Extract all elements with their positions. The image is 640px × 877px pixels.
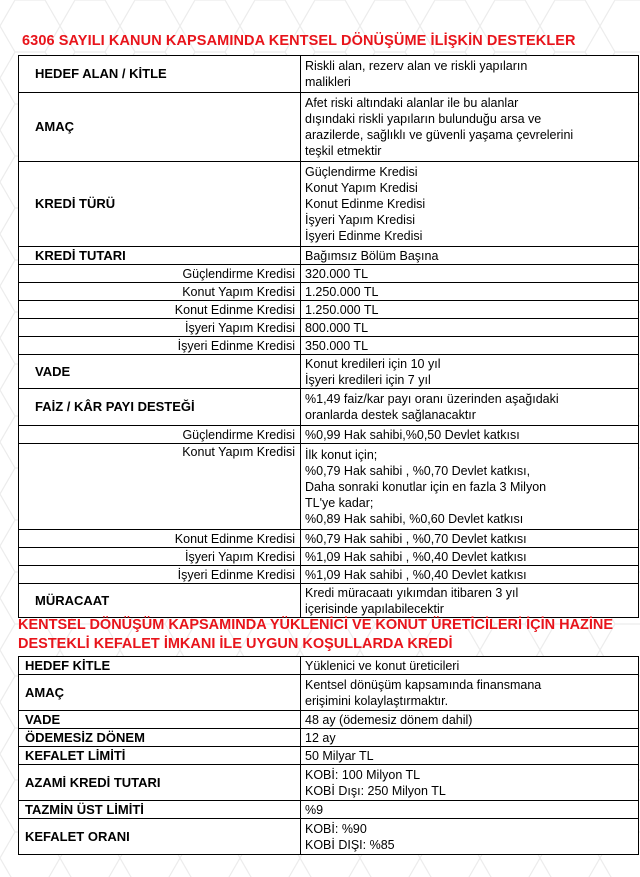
amount-value-konut-edinme: 1.250.000 TL [301, 301, 639, 319]
row-value-muracaat: Kredi müracaatı yıkımdan itibaren 3 yıl içerisinde yapılabilecektir [301, 584, 639, 618]
table-row [19, 729, 639, 747]
row-label-hedef-alan: HEDEF ALAN / KİTLE [19, 56, 301, 93]
rate-value-guclendirme: %0,99 Hak sahibi,%0,50 Devlet katkısı [301, 426, 639, 444]
table-row [19, 319, 639, 337]
amount-value-isyeri-yapim: 800.000 TL [301, 319, 639, 337]
rate-value-isyeri-edinme: %1,09 Hak sahibi , %0,40 Devlet katkısı [301, 566, 639, 584]
rate-value-konut-edinme: %0,79 Hak sahibi , %0,70 Devlet katkısı [301, 530, 639, 548]
table-row [19, 819, 639, 855]
row-value-amac: Afet riski altındaki alanlar ile bu alanlar dışındaki riskli yapıların bulunduğu arsa ve arazilerde, sağlıklı ve güvenli yaşama çevrelerini teşkil etmektir [301, 93, 639, 162]
row-value-faiz: %1,49 faiz/kar payı oranı üzerinden aşağıdaki oranlarda destek sağlanacaktır [301, 389, 639, 426]
amount-value-guclendirme: 320.000 TL [301, 265, 639, 283]
rate-value-isyeri-yapim: %1,09 Hak sahibi , %0,40 Devlet katkısı [301, 548, 639, 566]
rate-label-isyeri-edinme: İşyeri Edinme Kredisi [19, 566, 301, 584]
amount-label-konut-yapim: Konut Yapım Kredisi [19, 283, 301, 301]
rate-value-konut-yapim: İlk konut için; %0,79 Hak sahibi , %0,70 Devlet katkısı, Daha sonraki konutlar için en fazla 3 Milyon TL'ye kadar; %0,89 Hak sahibi, %0,60 Devlet katkısı [301, 444, 639, 530]
row-label-hedef-kitle: HEDEF KİTLE [19, 657, 301, 675]
row-label-kefalet-limit: KEFALET LİMİTİ [19, 747, 301, 765]
row-label-azami: AZAMİ KREDİ TUTARI [19, 765, 301, 801]
table-row [19, 657, 639, 675]
table-row [19, 337, 639, 355]
row-label-kredi-turu: KREDİ TÜRÜ [19, 162, 301, 247]
table-row [19, 711, 639, 729]
table-row [19, 56, 639, 93]
row-label-amac-2: AMAÇ [19, 675, 301, 711]
row-label-muracaat: MÜRACAAT [19, 584, 301, 618]
row-value-kefalet-limit: 50 Milyar TL [301, 747, 639, 765]
amount-value-isyeri-edinme: 350.000 TL [301, 337, 639, 355]
table-row [19, 265, 639, 283]
table-row [19, 301, 639, 319]
section-title-6306: 6306 SAYILI KANUN KAPSAMINDA KENTSEL DÖNÜŞÜME İLİŞKİN DESTEKLER [22, 33, 576, 49]
table-row [19, 283, 639, 301]
row-label-kredi-tutari: KREDİ TUTARI [19, 247, 301, 265]
table-row [19, 530, 639, 548]
row-value-hedef-kitle: Yüklenici ve konut üreticileri [301, 657, 639, 675]
row-value-odemesiz: 12 ay [301, 729, 639, 747]
amount-label-konut-edinme: Konut Edinme Kredisi [19, 301, 301, 319]
row-label-odemesiz: ÖDEMESİZ DÖNEM [19, 729, 301, 747]
row-value-azami: KOBİ: 100 Milyon TL KOBİ Dışı: 250 Milyon TL [301, 765, 639, 801]
row-value-hedef-alan: Riskli alan, rezerv alan ve riskli yapıların malikleri [301, 56, 639, 93]
table-row [19, 801, 639, 819]
table-row [19, 93, 639, 162]
rate-label-isyeri-yapim: İşyeri Yapım Kredisi [19, 548, 301, 566]
table-row [19, 765, 639, 801]
rate-label-konut-edinme: Konut Edinme Kredisi [19, 530, 301, 548]
table-row [19, 675, 639, 711]
table-row [19, 162, 639, 247]
row-value-vade: Konut kredileri için 10 yıl İşyeri kredileri için 7 yıl [301, 355, 639, 389]
table-row [19, 747, 639, 765]
rate-label-konut-yapim: Konut Yapım Kredisi [19, 444, 301, 530]
section-title-kefalet: KENTSEL DÖNÜŞÜM KAPSAMINDA YÜKLENİCİ VE KONUT ÜRETİCİLERİ İÇİN HAZİNE DESTEKLİ KEFALET İMKANI İLE UYGUN KOŞULLARDA KREDİ [18, 617, 614, 652]
table-row [19, 566, 639, 584]
rate-label-guclendirme: Güçlendirme Kredisi [19, 426, 301, 444]
amount-label-isyeri-edinme: İşyeri Edinme Kredisi [19, 337, 301, 355]
row-label-tazmin: TAZMİN ÜST LİMİTİ [19, 801, 301, 819]
table-row [19, 584, 639, 618]
row-label-amac: AMAÇ [19, 93, 301, 162]
row-value-amac-2: Kentsel dönüşüm kapsamında finansmana erişimini kolaylaştırmaktır. [301, 675, 639, 711]
table-row [19, 426, 639, 444]
row-value-kredi-tutari: Bağımsız Bölüm Başına [301, 247, 639, 265]
amount-label-guclendirme: Güçlendirme Kredisi [19, 265, 301, 283]
row-label-faiz: FAİZ / KÂR PAYI DESTEĞİ [19, 389, 301, 426]
row-label-kefalet-oran: KEFALET ORANI [19, 819, 301, 855]
kentsel-donusum-supports-table [18, 55, 639, 618]
amount-label-isyeri-yapim: İşyeri Yapım Kredisi [19, 319, 301, 337]
table-row [19, 247, 639, 265]
row-label-vade: VADE [19, 355, 301, 389]
row-value-tazmin: %9 [301, 801, 639, 819]
table-row [19, 548, 639, 566]
row-value-vade-2: 48 ay (ödemesiz dönem dahil) [301, 711, 639, 729]
row-value-kefalet-oran: KOBİ: %90 KOBİ DIŞI: %85 [301, 819, 639, 855]
amount-value-konut-yapim: 1.250.000 TL [301, 283, 639, 301]
row-value-kredi-turu: Güçlendirme Kredisi Konut Yapım Kredisi Konut Edinme Kredisi İşyeri Yapım Kredisi İşyeri Edinme Kredisi [301, 162, 639, 247]
table-row [19, 389, 639, 426]
table-row [19, 444, 639, 530]
row-label-vade-2: VADE [19, 711, 301, 729]
kefalet-credit-table [18, 656, 639, 855]
table-row [19, 355, 639, 389]
